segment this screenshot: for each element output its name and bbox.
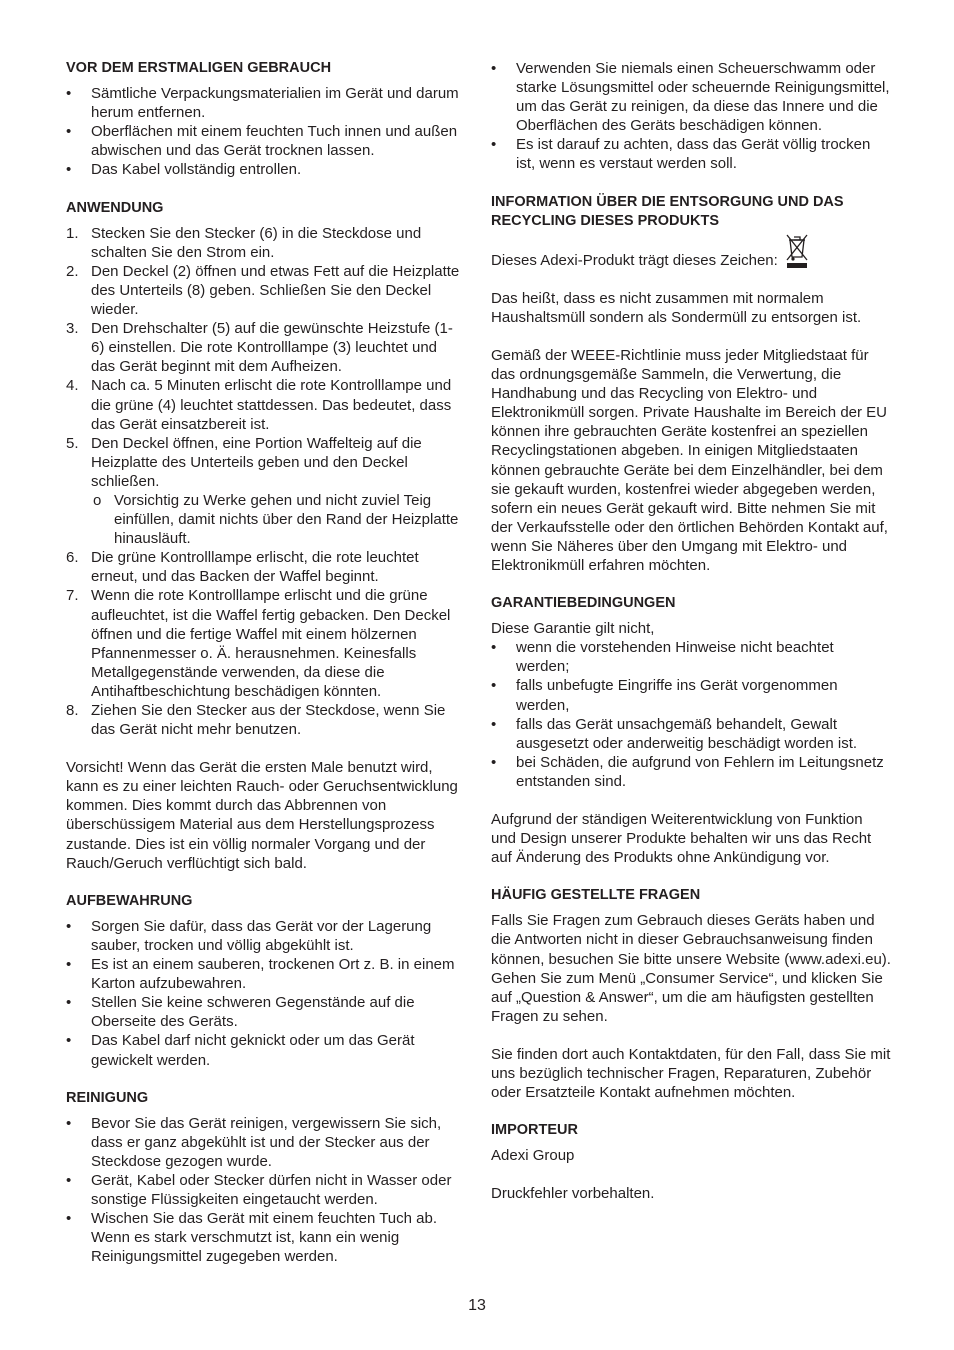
warranty-heading: GARANTIEBEDINGUNGEN (491, 595, 676, 612)
disposal-paragraph-1: Das heißt, dass es nicht zusammen mit normalem Haushaltsmüll sondern als Sondermüll zu entsorgen ist. (491, 289, 862, 326)
list-item: • wenn die vorstehenden Hinweise nicht beachtet werden; (491, 638, 891, 676)
weee-sign-line (491, 231, 891, 270)
list-item (66, 701, 464, 739)
first-use-heading: VOR DEM ERSTMALIGEN GEBRAUCH (66, 60, 332, 76)
step-text: Den Deckel (2) öffnen und etwas Fett auf die Heizplatte des Unterteils (8) geben. Schließen Sie den Deckel wieder. (91, 262, 460, 319)
step-number: 4. (66, 377, 79, 395)
step-number: 2. (66, 262, 79, 280)
importer-name: Adexi Group (491, 1147, 575, 1165)
step-text: Die grüne Kontrolllampe erlischt, die rote leuchtet erneut, und das Backen der Waffel beginnt. (91, 549, 419, 586)
step-number: 3. (66, 320, 79, 338)
faq-paragraph-1: Falls Sie Fragen zum Gebrauch dieses Geräts haben und die Antworten nicht in dieser Gebrauchsanweisung finden können, besuchen Sie bitte unsere Website (www.adexi.eu). (491, 912, 891, 968)
sub-list-item: o Vorsichtig zu Werke gehen und nicht zuviel Teig einfüllen, damit nichts über den Rand der Heizplatte hinausläuft. (91, 491, 464, 548)
step-number: 8. (66, 702, 79, 719)
list-item: • falls das Gerät unsachgemäß behandelt, Gewalt ausgesetzt oder anderweitig beschädigt worden ist. (491, 715, 891, 753)
step-number: 1. (66, 224, 79, 242)
usage-heading: ANWENDUNG (66, 199, 164, 216)
warranty-intro: Diese Garantie gilt nicht, (491, 620, 655, 638)
list-item: • Es ist an einem sauberen, trockenen Ort z. B. in einem Karton aufzubewahren. (66, 955, 464, 993)
weee-sign-text: Dieses Adexi-Produkt trägt dieses Zeichen: (491, 251, 778, 269)
list-item (66, 262, 464, 319)
list-item: • Oberflächen mit einem feuchten Tuch innen und außen abwischen und das Gerät trocknen lassen. (66, 122, 464, 160)
step-text: Wenn die rote Kontrolllampe erlischt und die grüne aufleuchtet, ist die Waffel fertig gebacken. Den Deckel öffnen und die fertige Waffel mit einem hölzernen Pfannenmesser o. Ä. herausnehmen. Keinesfalls Metallgegenstände verwenden, da diese die Antihaftbeschichtung beschädigen könnten. (91, 587, 451, 700)
cleaning-list-continued (491, 59, 891, 174)
warranty-list (491, 638, 891, 791)
list-item: • Wischen Sie das Gerät mit einem feuchten Tuch ab. Wenn es stark verschmutzt ist, kann ein wenig Reinigungsmittel zugegeben werden. (66, 1209, 464, 1266)
step-text: Nach ca. 5 Minuten erlischt die rote Kontrolllampe und die grüne (4) leuchtet stattdessen. Das bedeutet, dass das Gerät einsatzbereit ist. (91, 377, 452, 433)
list-item: • Sorgen Sie dafür, dass das Gerät vor der Lagerung sauber, trocken und völlig abgekühlt ist. (66, 917, 464, 955)
step-number: 5. (66, 434, 79, 452)
disposal-heading: INFORMATION ÜBER DIE ENTSORGUNG UND DAS RECYCLING DIESES PRODUKTS (491, 193, 844, 229)
list-item: • Das Kabel vollständig entrollen. (66, 160, 464, 179)
page-number: 13 (468, 1297, 486, 1314)
list-item (66, 586, 464, 701)
storage-heading: AUFBEWAHRUNG (66, 892, 193, 909)
list-item: • falls unbefugte Eingriffe ins Gerät vorgenommen werden, (491, 676, 891, 714)
list-item (66, 376, 464, 433)
step-text: Den Deckel öffnen, eine Portion Waffelteig auf die Heizplatte des Unterteils geben und den Deckel schließen. (91, 434, 422, 490)
list-item (66, 548, 464, 586)
step-number: 7. (66, 587, 79, 605)
left-column (66, 59, 464, 1266)
usage-steps (66, 224, 464, 740)
list-item: • Stellen Sie keine schweren Gegenstände auf die Oberseite des Geräts. (66, 993, 464, 1031)
faq-paragraph-3: Sie finden dort auch Kontaktdaten, für den Fall, dass Sie mit uns bezüglich technischer Fragen, Reparaturen, Zubehör oder Ersatzteile Kontakt aufnehmen möchten. (491, 1045, 891, 1102)
list-item (66, 434, 464, 549)
list-item (66, 224, 464, 262)
list-item: • Das Kabel darf nicht geknickt oder um das Gerät gewickelt werden. (66, 1031, 464, 1069)
first-use-list (66, 84, 464, 179)
storage-list (66, 917, 464, 1070)
list-item: • Es ist darauf zu achten, dass das Gerät völlig trocken ist, wenn es verstaut werden soll. (491, 135, 891, 173)
list-item: • Bevor Sie das Gerät reinigen, vergewissern Sie sich, dass er ganz abgekühlt ist und der Stecker aus der Steckdose gezogen wurde. (66, 1114, 464, 1171)
sub-list (91, 491, 464, 548)
warranty-note: Aufgrund der ständigen Weiterentwicklung von Funktion und Design unserer Produkte behalten wir uns das Recht auf Änderung des Produkts ohne Ankündigung vor. (491, 811, 872, 867)
list-item: • Verwenden Sie niemals einen Scheuerschwamm oder starke Lösungsmittel oder scheuernde Reinigungsmittel, um das Gerät zu reinigen, da diese das Innere und die Oberflächen des Geräts beschädigen können. (491, 59, 891, 135)
print-disclaimer: Druckfehler vorbehalten. (491, 1185, 655, 1203)
step-number: 6. (66, 549, 79, 567)
disposal-paragraph-2: Gemäß der WEEE-Richtlinie muss jeder Mitgliedstaat für das ordnungsgemäße Sammeln, die Verwertung, die Handhabung und das Recycling von Elektro- und Elektronikmüll sorgen. Private Haushalte im Bereich der EU können ihre gebrauchten Geräte kostenfrei an speziellen Recyclingstationen abgeben. In einigen Mitgliedstaaten können gebrauchte Geräte bei dem Einzelhändler, bei dem sie gekauft wurden, kostenfrei wieder abgegeben werden, sofern ein neues Gerät gekauft wird. Bitte nehmen Sie mit der Verkaufsstelle oder den örtlichen Behörden Kontakt auf, wenn Sie Näheres über den Umgang mit Elektro- und Elektronikmüll erfahren möchten. (491, 346, 888, 574)
list-item: • Sämtliche Verpackungsmaterialien im Gerät und darum herum entfernen. (66, 84, 464, 122)
faq-paragraph-2: Gehen Sie zum Menü „Consumer Service“, und klicken Sie auf „Question & Answer“, um die am häufigsten gestellten Fragen zu sehen. (491, 969, 883, 1025)
list-item: • Gerät, Kabel oder Stecker dürfen nicht in Wasser oder sonstige Flüssigkeiten eingetaucht werden. (66, 1171, 464, 1209)
step-text: Ziehen Sie den Stecker aus der Steckdose, wenn Sie das Gerät nicht mehr benutzen. (91, 702, 446, 739)
caution-paragraph: Vorsicht! Wenn das Gerät die ersten Male benutzt wird, kann es zu einer leichten Rauch- oder Geruchsentwicklung kommen. Dies kommt durch das Abbrennen von überschüssigem Material aus dem Herstellungsprozess zustande. Dies ist ein völlig normaler Vorgang und der Rauch/Geruch verflüchtigt sich bald. (66, 759, 458, 872)
cleaning-list (66, 1114, 464, 1267)
list-item: • bei Schäden, die aufgrund von Fehlern im Leitungsnetz entstanden sind. (491, 753, 891, 791)
right-column (491, 59, 891, 1204)
cleaning-heading: REINIGUNG (66, 1089, 149, 1106)
list-item (66, 319, 464, 376)
importer-heading: IMPORTEUR (491, 1122, 578, 1139)
crossed-out-wheelie-bin-icon (784, 231, 810, 269)
faq-heading: HÄUFIG GESTELLTE FRAGEN (491, 887, 701, 904)
step-text: Den Drehschalter (5) auf die gewünschte Heizstufe (1-6) einstellen. Die rote Kontrolllampe (3) leuchtet und das Gerät beginnt mit dem Aufheizen. (91, 320, 453, 376)
step-text: Stecken Sie den Stecker (6) in die Steckdose und schalten Sie den Strom ein. (91, 224, 422, 261)
